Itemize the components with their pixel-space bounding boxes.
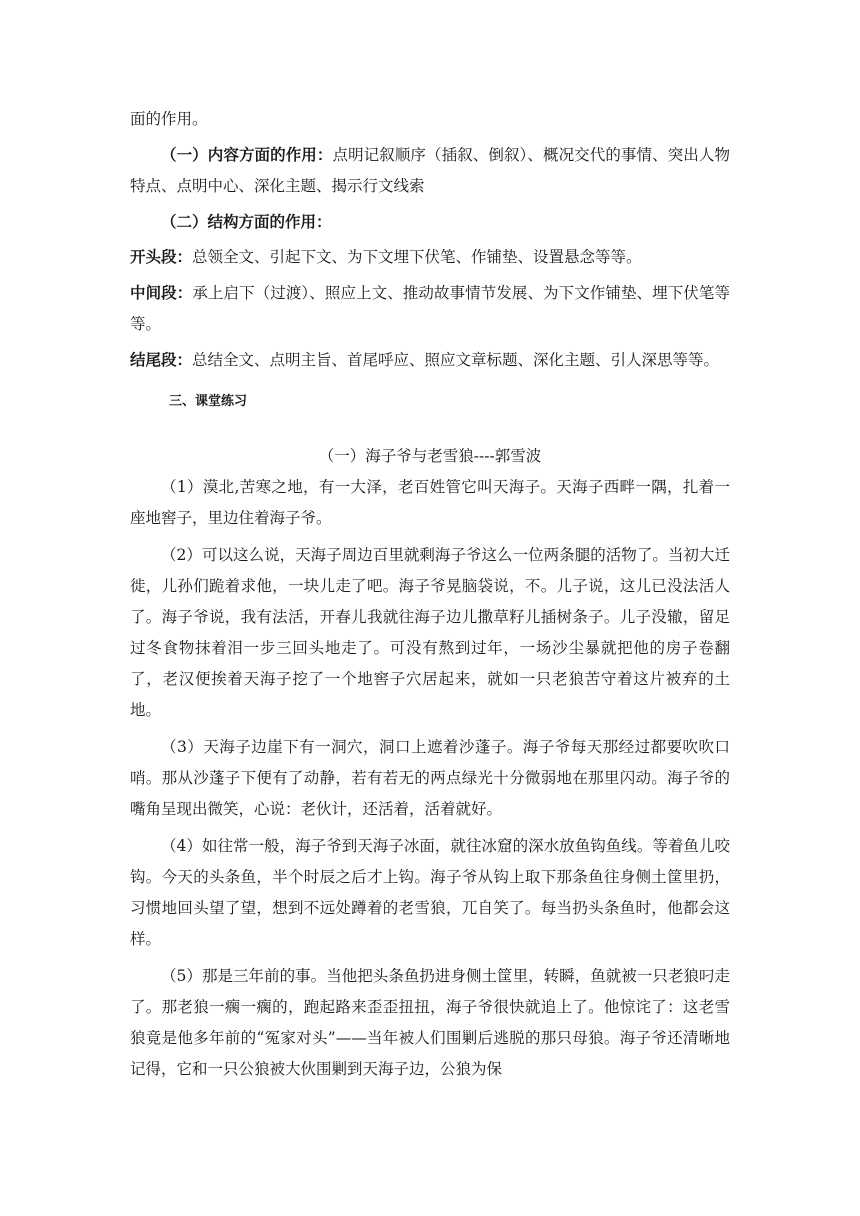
- ending-text: 总结全文、点明主旨、首尾呼应、照应文章标题、深化主题、引人深思等等。: [192, 351, 720, 369]
- opening-label: 开头段：: [130, 247, 193, 266]
- story-paragraph: （3）天海子边崖下有一洞穴，洞口上遮着沙蓬子。海子爷每天那经过都要吹吹口哨。那从沙蓬子下便有了动静，若有若无的两点绿光十分微弱地在那里闪动。海子爷的嘴角呈现出微笑，心说：老伙计，还活着，活着就好。: [130, 738, 730, 818]
- story-paragraph: （2）可以这么说，天海子周边百里就剩海子爷这么一位两条腿的活物了。当初大迁徙，儿孙们跪着求他，一块儿走了吧。海子爷晃脑袋说，不。儿子说，这儿已没法活人了。海子爷说，我有法活，开春儿我就往海子边儿撒草籽儿插树条子。儿子没辙，留足过冬食物抹着泪一步三回头地走了。可没有熬到过年，一场沙尘暴就把他的房子卷翻了，老汉便挨着天海子挖了一个地窖子穴居起来，就如一只老狼苦守着这片被弃的土地。: [130, 546, 730, 719]
- content-role-paragraph: [130, 139, 730, 202]
- structure-role-heading: （二）结构方面的作用：: [161, 212, 332, 231]
- document-page: [130, 104, 730, 1091]
- ending-label: 结尾段：: [130, 350, 193, 369]
- ending-paragraph: [130, 344, 730, 376]
- middle-label: 中间段：: [130, 283, 193, 302]
- story-paragraph: （5）那是三年前的事。当他把头条鱼扔进身侧土筐里，转瞬，鱼就被一只老狼叼走了。那老狼一瘸一瘸的，跑起路来歪歪扭扭，海子爷很快就追上了。他惊诧了：这老雪狼竟是他多年前的“冤家对头”——当年被人们围剿后逃脱的那只母狼。海子爷还清晰地记得，它和一只公狼被大伙围剿到天海子边，公狼为保: [130, 967, 730, 1078]
- middle-paragraph: [130, 277, 730, 340]
- content-role-label: （一）内容方面的作用：: [161, 145, 333, 164]
- content-role-text: 点明记叙顺序（插叙、倒叙）、概况交代的事情、突出人物特点、点明中心、深化主题、揭示行文线索: [130, 146, 730, 195]
- story-body: [130, 472, 730, 1085]
- story-paragraph: （4）如往常一般，海子爷到天海子冰面，就往冰窟的深水放鱼钩鱼线。等着鱼儿咬钩。今天的头条鱼，半个时辰之后才上钩。海子爷从钩上取下那条鱼往身侧土筐里扔，习惯地回头望了望，想到不远处蹲着的老雪狼，兀自笑了。每当扔头条鱼时，他都会这样。: [130, 837, 730, 948]
- middle-text: 承上启下（过渡）、照应上文、推动故事情节发展、为下文作铺垫、埋下伏笔等等。: [130, 284, 730, 333]
- story-paragraph: （1）漠北,苦寒之地，有一大泽，老百姓管它叫天海子。天海子西畔一隅，扎着一座地窖子，里边住着海子爷。: [130, 478, 730, 527]
- opening-text: 总领全文、引起下文、为下文埋下伏笔、作铺垫、设置悬念等等。: [192, 248, 642, 266]
- continued-text: 面的作用。: [130, 110, 208, 128]
- opening-paragraph: [130, 241, 730, 273]
- story-title: （一）海子爷与老雪狼----郭雪波: [318, 447, 542, 465]
- section-title: 三、课堂练习: [169, 394, 248, 409]
